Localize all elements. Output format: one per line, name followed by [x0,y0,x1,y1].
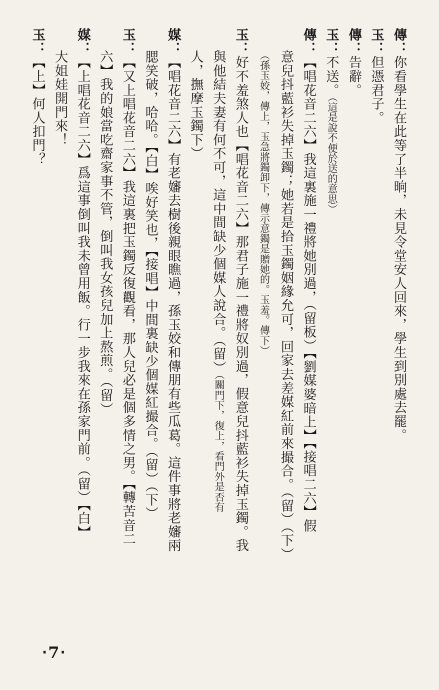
speaker-label: 玉： [323,28,339,56]
dialogue-text: 【唱花音二六】我這裏施一禮將她別過，（留板）【劉媒婆暗上】【接唱二六】假 [300,55,316,533]
dialogue-text: 與他結夫妻有何不可，這中間缺少個媒人說合。（留） [210,50,226,375]
speaker-label: 媒： [74,28,90,56]
text-column [25,28,48,648]
dialogue-text: 但憑君子。 [368,55,384,125]
dialogue-text: 不送。 [323,55,339,98]
text-column [364,28,387,648]
speaker-label: 玉： [29,28,45,56]
dialogue-text: 意兒抖藍衫失掉玉鐲；她若是拾玉鐲姻緣允可，回家去差媒紅前來撮合。（留）（下） [278,50,294,562]
speaker-label: 傳： [391,28,406,56]
text-column [228,28,251,648]
stage-direction: （關門下，復上，看門外是否有 [212,374,224,513]
text-column [206,28,229,648]
text-column [115,28,138,648]
text-column [160,28,183,648]
speaker-label: 玉： [368,28,384,56]
text-column [319,28,342,648]
dialogue-text: 大姐娃開門來！ [52,50,68,147]
dialogue-text: 【上唱花音二六】爲這事倒叫我未曾用飯。行一步我來在孫家門前。（留）【白】 [74,55,90,540]
text-column [251,28,274,648]
text-column [273,28,296,648]
text-column [341,28,364,648]
speaker-label: 玉： [232,28,248,56]
speaker-label: 媒： [165,28,181,56]
text-column [183,28,206,648]
dialogue-text: 腮笑破，哈哈。【白】唉好笑也，【接唱】中間裏缺少個媒紅撮合。（留）（下） [142,50,158,521]
speaker-label: 傳： [345,28,361,56]
text-column [93,28,116,648]
dialogue-text: 好不羞煞人也【唱花音二六】那君子施一禮將奴別過，假意兒抖藍衫失掉玉鐲。我 [232,55,248,553]
dialogue-text: 六】我的娘當吃齋家事不管，倒叫我女孩兒加上熬煎。（留） [97,50,113,416]
text-column [296,28,319,648]
text-column [48,28,71,648]
stage-direction: （這是說不便於送的意思） [325,97,337,215]
speaker-label: 傳： [300,28,316,56]
stage-direction: （孫玉姣，傳上，玉急將鐲卸下，傳示意鐲是贈她的。玉羞。傳下） [257,50,269,356]
vertical-text-block [25,28,409,648]
dialogue-text: 【唱花音二六】有老嬸去樹後親眼瞧過，孫玉姣和傳朋有些瓜葛。這件事將老嬸兩 [165,55,181,553]
page-number: ‧7‧ [42,643,67,662]
speaker-label: 玉： [119,28,135,56]
text-column [386,28,409,648]
dialogue-text: 人，撫摩玉鐲下） [187,50,203,161]
dialogue-text: 你看學生在此等了半晌，未見令堂安人回來，學生到別處去罷。 [391,55,406,443]
dialogue-text: 【上】何人扣門？ [29,55,45,167]
dialogue-text: 【又上唱花音二六】我這裏把玉鐲反復觀看，那人兒必是個多情之男。【轉苦音二 [119,55,135,546]
text-column [70,28,93,648]
dialogue-text: 告辭。 [345,55,361,98]
text-column [138,28,161,648]
